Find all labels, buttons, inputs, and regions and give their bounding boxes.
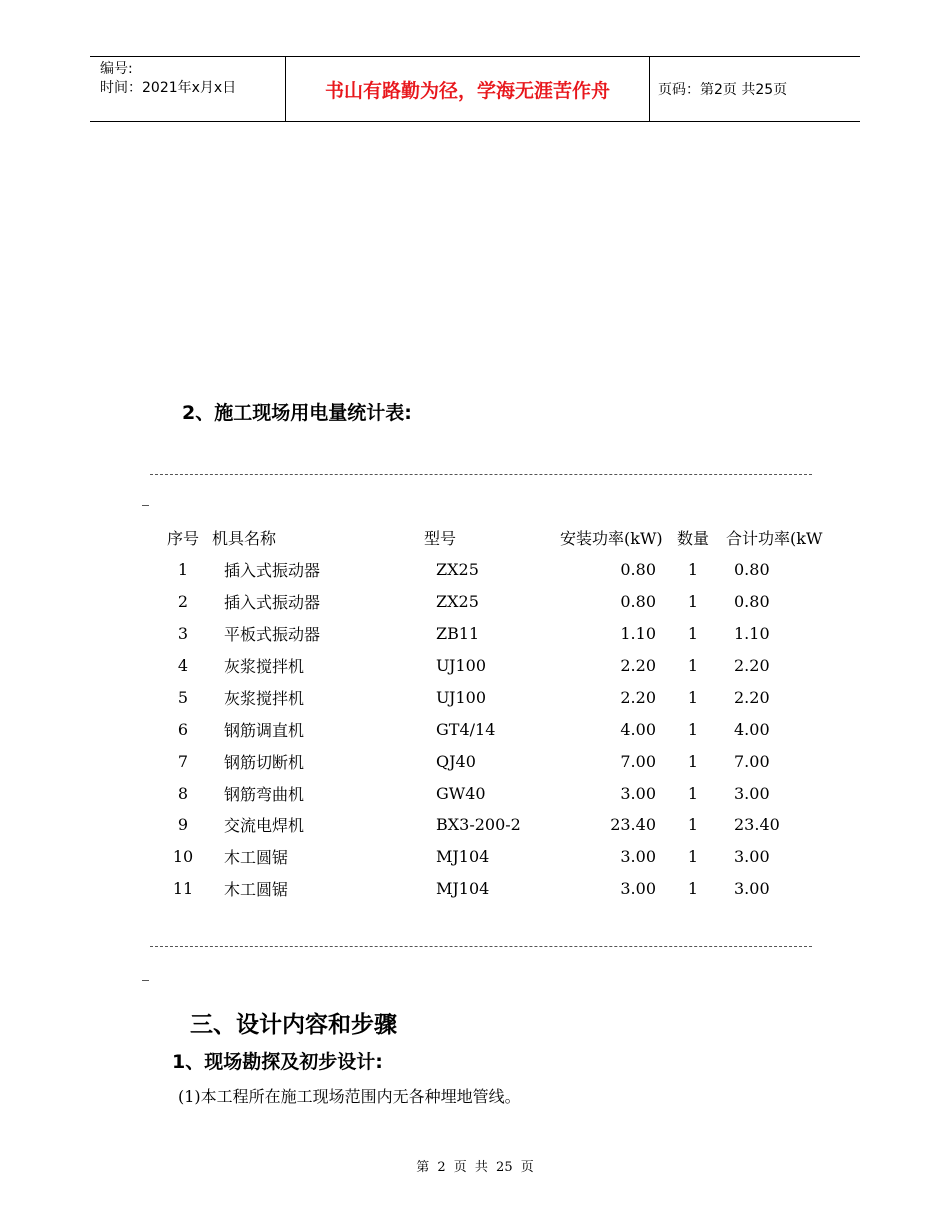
table-row <box>160 777 844 809</box>
table-bottom-divider-tail <box>142 980 149 981</box>
table-body <box>160 554 844 905</box>
cell-quantity: 1 <box>687 719 699 739</box>
header-motto: 书山有路勤为径，学海无涯苦作舟 <box>286 57 650 121</box>
cell-total-power: 3.00 <box>734 847 770 867</box>
cell-name: 钢筋弯曲机 <box>224 784 305 804</box>
section3-title: 三、设计内容和步骤 <box>190 1012 397 1038</box>
cell-model: BX3-200-2 <box>436 815 521 835</box>
cell-quantity: 1 <box>687 687 699 707</box>
table-row <box>160 618 844 650</box>
table-row <box>160 586 844 618</box>
cell-name: 灰浆搅拌机 <box>224 688 305 708</box>
cell-index: 7 <box>177 751 189 771</box>
cell-install-power: 3.00 <box>620 847 656 867</box>
table-top-divider-tail <box>142 505 149 506</box>
cell-total-power: 3.00 <box>734 783 770 803</box>
cell-model: UJ100 <box>436 687 487 707</box>
header-meta <box>90 57 286 121</box>
cell-install-power: 3.00 <box>620 783 656 803</box>
col-header-index: 序号 <box>166 529 199 549</box>
col-header-model: 型号 <box>424 529 457 549</box>
cell-total-power: 4.00 <box>734 719 770 739</box>
col-header-quantity: 数量 <box>676 529 709 549</box>
cell-total-power: 0.80 <box>734 560 770 580</box>
cell-install-power: 2.20 <box>620 656 656 675</box>
cell-model: ZB11 <box>436 624 480 644</box>
cell-model: MJ104 <box>436 879 490 899</box>
table-row <box>160 681 844 713</box>
col-header-total-power: 合计功率(kW <box>726 529 823 549</box>
cell-quantity: 1 <box>687 815 699 835</box>
cell-quantity: 1 <box>687 560 699 580</box>
cell-name: 交流电焊机 <box>224 816 305 836</box>
cell-quantity: 1 <box>687 847 699 867</box>
cell-index: 9 <box>177 815 189 835</box>
cell-total-power: 23.40 <box>734 815 780 835</box>
cell-name: 插入式振动器 <box>224 561 321 581</box>
cell-name: 木工圆锯 <box>224 880 289 900</box>
cell-install-power: 1.10 <box>620 624 656 644</box>
cell-model: GT4/14 <box>436 719 496 739</box>
cell-index: 4 <box>177 656 189 675</box>
section3-paragraph: (1)本工程所在施工现场范围内无各种埋地管线。 <box>178 1087 521 1106</box>
cell-quantity: 1 <box>687 751 699 771</box>
section3-subtitle: 1、现场勘探及初步设计: <box>172 1051 383 1073</box>
cell-quantity: 1 <box>687 879 699 899</box>
cell-model: UJ100 <box>436 656 487 675</box>
cell-total-power: 2.20 <box>734 656 770 675</box>
cell-index: 11 <box>172 879 194 899</box>
cell-name: 木工圆锯 <box>224 848 289 868</box>
cell-total-power: 1.10 <box>734 624 770 644</box>
cell-index: 1 <box>177 560 189 580</box>
col-header-name: 机具名称 <box>212 529 277 549</box>
cell-index: 5 <box>177 687 189 707</box>
page-footer: 第 2 页 共 25 页 <box>416 1160 534 1175</box>
cell-total-power: 2.20 <box>734 687 770 707</box>
cell-model: MJ104 <box>436 847 490 867</box>
cell-quantity: 1 <box>687 783 699 803</box>
cell-name: 平板式振动器 <box>224 625 321 645</box>
table-bottom-divider <box>150 946 812 947</box>
cell-model: ZX25 <box>436 592 479 612</box>
cell-total-power: 3.00 <box>734 879 770 899</box>
cell-install-power: 4.00 <box>620 719 656 739</box>
cell-quantity: 1 <box>687 656 699 675</box>
table-row <box>160 713 844 745</box>
time-label: 时间：2021年x月x日 <box>100 80 237 96</box>
cell-total-power: 7.00 <box>734 751 770 771</box>
cell-name: 钢筋调直机 <box>224 720 305 740</box>
cell-index: 6 <box>177 719 189 739</box>
table-header-row <box>160 522 844 554</box>
table-row <box>160 650 844 682</box>
header-page-info: 页码：第2页 共25页 <box>658 82 788 98</box>
serial-label: 编号: <box>100 61 133 77</box>
cell-model: QJ40 <box>436 751 476 771</box>
cell-index: 10 <box>172 847 194 867</box>
cell-name: 插入式振动器 <box>224 593 321 613</box>
table-row <box>160 745 844 777</box>
cell-index: 3 <box>177 624 189 644</box>
cell-install-power: 2.20 <box>620 687 656 707</box>
cell-model: ZX25 <box>436 560 479 580</box>
cell-model: GW40 <box>436 783 486 803</box>
table-row <box>160 809 844 841</box>
cell-install-power: 7.00 <box>620 751 656 771</box>
page-header <box>90 56 860 122</box>
cell-name: 灰浆搅拌机 <box>224 657 305 676</box>
table-top-divider <box>150 474 812 475</box>
table-row <box>160 873 844 905</box>
section2-title: 2、施工现场用电量统计表: <box>182 402 412 424</box>
cell-name: 钢筋切断机 <box>224 752 305 772</box>
table-row <box>160 554 844 586</box>
table-row <box>160 841 844 873</box>
cell-index: 8 <box>177 783 189 803</box>
col-header-install-power: 安装功率(kW) <box>560 529 663 549</box>
cell-install-power: 0.80 <box>620 560 656 580</box>
cell-index: 2 <box>177 592 189 612</box>
cell-install-power: 0.80 <box>620 592 656 612</box>
cell-quantity: 1 <box>687 592 699 612</box>
cell-total-power: 0.80 <box>734 592 770 612</box>
cell-install-power: 23.40 <box>610 815 656 835</box>
cell-install-power: 3.00 <box>620 879 656 899</box>
power-usage-table <box>160 522 844 905</box>
cell-quantity: 1 <box>687 624 699 644</box>
